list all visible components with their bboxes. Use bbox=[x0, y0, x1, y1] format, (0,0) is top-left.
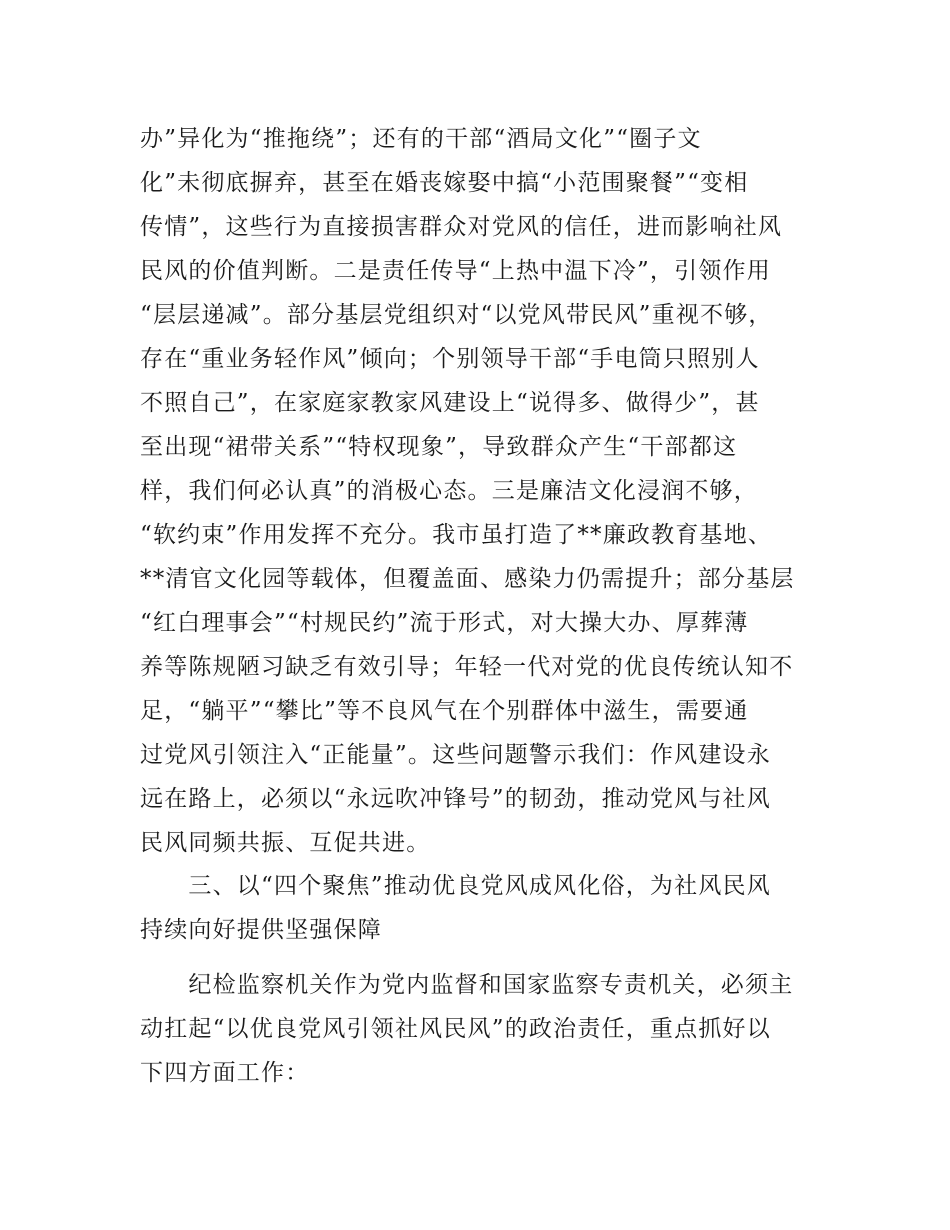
text-line: 过党风引领注入“正能量”。这些问题警示我们：作风建设永 bbox=[140, 742, 771, 768]
body-paragraph-continued bbox=[140, 117, 840, 865]
text-line: 民风的价值判断。二是责任传导“上热中温下冷”，引领作用 bbox=[140, 258, 771, 284]
heading-line: 持续向好提供坚强保障 bbox=[140, 917, 382, 943]
text-line: 存在“重业务轻作风”倾向；个别领导干部“手电筒只照别人 bbox=[140, 346, 760, 372]
text-line: 化”未彻底摒弃，甚至在婚丧嫁娶中搞“小范围聚餐”“变相 bbox=[140, 170, 749, 196]
text-line: 样，我们何必认真”的消极心态。三是廉洁文化浸润不够， bbox=[140, 478, 758, 504]
heading-line: 三、以“四个聚焦”推动优良党风成风化俗，为社风民风 bbox=[140, 873, 771, 899]
text-line: “软约束”作用发挥不充分。我市虽打造了**廉政教育基地、 bbox=[140, 522, 773, 548]
text-line: 办”异化为“推拖绕”；还有的干部“酒局文化”“圈子文 bbox=[140, 126, 702, 152]
text-line: 纪检监察机关作为党内监督和国家监察专责机关，必须主 bbox=[140, 972, 794, 998]
text-line: 传情”，这些行为直接损害群众对党风的信任，进而影响社风 bbox=[140, 214, 783, 240]
text-line: 不照自己”，在家庭家教家风建设上“说得多、做得少”，甚 bbox=[140, 390, 760, 416]
section-heading-3 bbox=[140, 864, 840, 952]
text-line: “红白理事会”“村规民约”流于形式，对大操大办、厚葬薄 bbox=[140, 610, 749, 636]
text-line: “层层递减”。部分基层党组织对“以党风带民风”重视不够， bbox=[140, 302, 773, 328]
text-line: 民风同频共振、互促共进。 bbox=[140, 830, 431, 856]
text-line: 至出现“裙带关系”“特权现象”，导致群众产生“干部都这 bbox=[140, 434, 738, 460]
text-line: 养等陈规陋习缺乏有效引导；年轻一代对党的优良传统认知不 bbox=[140, 654, 794, 680]
text-line: 远在路上，必须以“永远吹冲锋号”的韧劲，推动党风与社风 bbox=[140, 786, 771, 812]
text-line: 动扛起“以优良党风引领社风民风”的政治责任，重点抓好以 bbox=[140, 1016, 771, 1042]
text-line: 下四方面工作： bbox=[140, 1060, 310, 1086]
body-paragraph bbox=[140, 963, 840, 1095]
text-line: 足，“躺平”“攀比”等不良风气在个别群体中滋生，需要通 bbox=[140, 698, 749, 724]
text-line: **清官文化园等载体，但覆盖面、感染力仍需提升；部分基层 bbox=[140, 566, 795, 592]
